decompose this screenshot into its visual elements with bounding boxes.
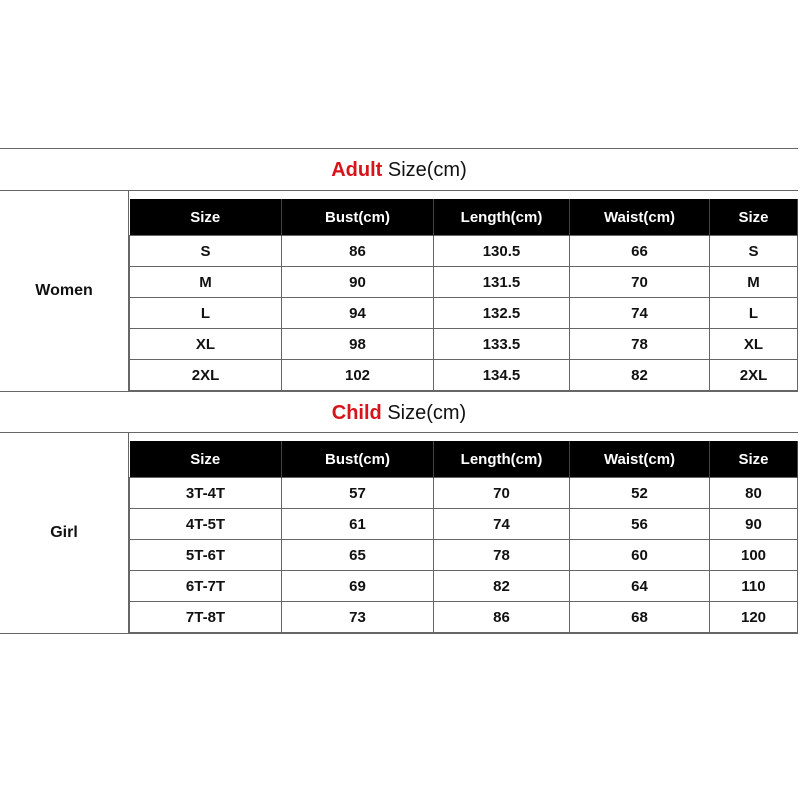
child-header-cell: Bust(cm) (282, 440, 434, 478)
adult-cell: 134.5 (434, 360, 570, 391)
adult-cell: 90 (282, 267, 434, 298)
table-row (130, 360, 798, 391)
child-cell: 110 (710, 571, 798, 602)
child-cell: 61 (282, 509, 434, 540)
child-section-title (0, 391, 798, 433)
child-title-rest: Size(cm) (381, 402, 467, 424)
adult-cell: 78 (570, 329, 710, 360)
child-cell: 69 (282, 571, 434, 602)
adult-cell: S (130, 236, 282, 267)
adult-block (0, 191, 798, 391)
adult-cell: 131.5 (434, 267, 570, 298)
adult-cell: M (710, 267, 798, 298)
child-cell: 82 (434, 571, 570, 602)
women-label: Women (0, 191, 129, 391)
child-cell: 60 (570, 540, 710, 571)
child-header-cell: Size (130, 440, 282, 478)
child-cell: 80 (710, 478, 798, 509)
adult-cell: 2XL (130, 360, 282, 391)
child-header-cell: Length(cm) (434, 440, 570, 478)
adult-title-accent: Adult (331, 159, 383, 181)
child-cell: 7T-8T (130, 602, 282, 633)
child-cell: 73 (282, 602, 434, 633)
adult-cell: 102 (282, 360, 434, 391)
adult-cell: 133.5 (434, 329, 570, 360)
adult-cell: XL (130, 329, 282, 360)
child-cell: 90 (710, 509, 798, 540)
child-cell: 3T-4T (130, 478, 282, 509)
child-cell: 57 (282, 478, 434, 509)
adult-cell: XL (710, 329, 798, 360)
child-cell: 100 (710, 540, 798, 571)
child-cell: 4T-5T (130, 509, 282, 540)
adult-cell: 86 (282, 236, 434, 267)
child-title-accent: Child (331, 402, 382, 424)
adult-cell: 82 (570, 360, 710, 391)
adult-table-wrap (129, 191, 798, 391)
adult-header-row (130, 198, 798, 236)
adult-cell: M (130, 267, 282, 298)
adult-title-rest: Size(cm) (382, 159, 467, 181)
table-row (130, 329, 798, 360)
adult-header-cell: Length(cm) (434, 198, 570, 236)
adult-header-cell: Size (130, 198, 282, 236)
table-row (130, 571, 798, 602)
child-size-table (129, 439, 798, 633)
child-cell: 86 (434, 602, 570, 633)
child-cell: 52 (570, 478, 710, 509)
adult-cell: 66 (570, 236, 710, 267)
child-cell: 68 (570, 602, 710, 633)
table-row (130, 236, 798, 267)
adult-cell: L (710, 298, 798, 329)
child-header-cell: Size (710, 440, 798, 478)
adult-cell: 74 (570, 298, 710, 329)
table-row (130, 298, 798, 329)
size-chart (0, 148, 798, 634)
child-cell: 70 (434, 478, 570, 509)
adult-cell: S (710, 236, 798, 267)
child-header-cell: Waist(cm) (570, 440, 710, 478)
child-cell: 65 (282, 540, 434, 571)
table-row (130, 478, 798, 509)
adult-header-cell: Waist(cm) (570, 198, 710, 236)
child-header-row (130, 440, 798, 478)
table-row (130, 602, 798, 633)
adult-cell: 130.5 (434, 236, 570, 267)
child-cell: 74 (434, 509, 570, 540)
child-table-wrap (129, 433, 798, 633)
child-block (0, 433, 798, 633)
adult-header-cell: Bust(cm) (282, 198, 434, 236)
child-cell: 6T-7T (130, 571, 282, 602)
adult-header-cell: Size (710, 198, 798, 236)
adult-cell: 2XL (710, 360, 798, 391)
table-row (130, 509, 798, 540)
child-cell: 64 (570, 571, 710, 602)
table-row (130, 540, 798, 571)
adult-section-title (0, 149, 798, 191)
table-row (130, 267, 798, 298)
child-cell: 120 (710, 602, 798, 633)
adult-cell: 98 (282, 329, 434, 360)
child-cell: 5T-6T (130, 540, 282, 571)
adult-size-table (129, 197, 798, 391)
adult-cell: 70 (570, 267, 710, 298)
girl-label: Girl (0, 433, 129, 633)
adult-cell: 132.5 (434, 298, 570, 329)
adult-cell: 94 (282, 298, 434, 329)
child-cell: 78 (434, 540, 570, 571)
child-cell: 56 (570, 509, 710, 540)
adult-cell: L (130, 298, 282, 329)
